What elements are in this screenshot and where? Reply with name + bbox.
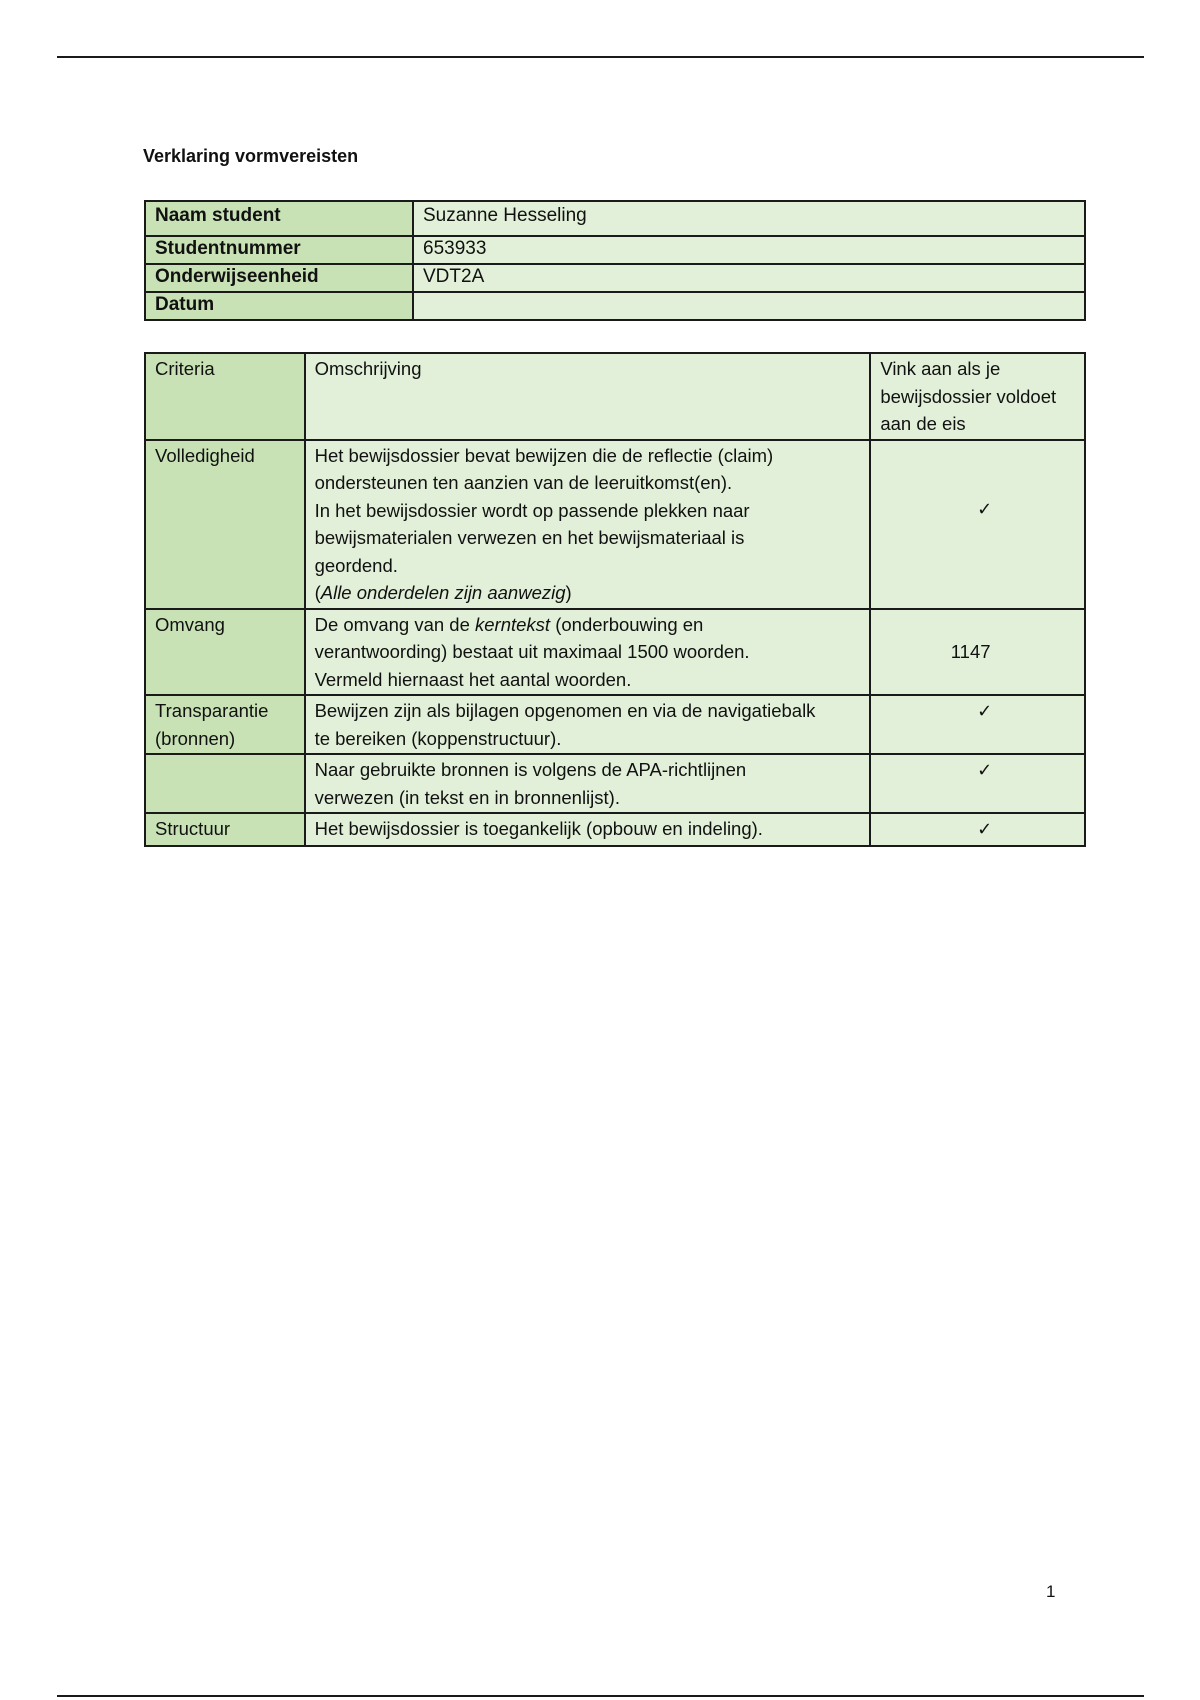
description-line — [315, 611, 861, 639]
description-line: Naar gebruikte bronnen is volgens de APA-richtlijnen — [314, 759, 747, 780]
checkmark-icon: ✓ — [977, 760, 993, 781]
date-value — [413, 292, 1085, 320]
document-title: Verklaring vormvereisten — [143, 146, 359, 166]
criterion-line: (bronnen) — [155, 727, 236, 749]
note-italic: Alle onderdelen zijn aanwezig — [320, 582, 566, 603]
criteria-table — [144, 352, 1086, 847]
check-cell-transparency — [870, 695, 1085, 754]
description-completeness — [305, 440, 871, 609]
header-rule — [57, 56, 1144, 58]
description-line: verwezen (in tekst en in bronnenlijst). — [314, 786, 620, 808]
footer-rule — [57, 1695, 1144, 1697]
description-scope — [305, 609, 871, 696]
description-structure — [305, 813, 871, 846]
criterion-scope: Omvang — [145, 609, 305, 696]
check-cell-sources — [870, 754, 1085, 813]
description-text: De omvang van de — [314, 613, 476, 635]
student-number-label: Studentnummer — [145, 236, 413, 264]
word-count-value: 1147 — [950, 640, 991, 662]
criterion-completeness: Volledigheid — [145, 440, 305, 609]
criterion-line: Transparantie — [155, 700, 269, 721]
criterion-structure: Structuur — [145, 813, 305, 846]
criterion-transparency — [145, 695, 305, 754]
criteria-header-row — [145, 353, 1085, 440]
table-row — [145, 754, 1085, 813]
description-line: geordend. — [314, 554, 398, 576]
description-line: Vermeld hiernaast het aantal woorden. — [314, 668, 632, 690]
description-header: Omschrijving — [305, 353, 871, 440]
description-line: ondersteunen ten aanzien van de leeruitkomst(en). — [314, 472, 733, 493]
description-line: In het bewijsdossier wordt op passende plekken naar — [314, 499, 750, 521]
education-unit-value: VDT2A — [413, 264, 1085, 292]
description-line: verantwoording) bestaat uit maximaal 1500 woorden. — [314, 641, 750, 662]
table-row — [145, 264, 1085, 292]
table-row — [145, 813, 1085, 846]
description-note — [315, 579, 861, 607]
student-number-value: 653933 — [413, 236, 1085, 264]
table-row — [145, 440, 1085, 609]
criterion-sources — [145, 754, 305, 813]
description-italic: kerntekst — [475, 613, 551, 635]
description-line: Het bewijsdossier bevat bewijzen die de reflectie (claim) — [314, 444, 774, 466]
description-line: te bereiken (koppenstructuur). — [314, 727, 562, 749]
table-row — [145, 292, 1085, 320]
check-cell-scope — [870, 609, 1085, 696]
education-unit-label: Onderwijseenheid — [145, 264, 413, 292]
description-text: (onderbouwing en — [550, 613, 704, 635]
description-line: bewijsmaterialen verwezen en het bewijsmateriaal is — [314, 527, 745, 548]
description-sources — [305, 754, 871, 813]
table-row — [145, 695, 1085, 754]
student-info-table — [144, 200, 1086, 321]
checkmark-icon: ✓ — [977, 498, 993, 520]
table-row — [145, 201, 1085, 236]
note-open: ( — [314, 582, 321, 603]
criteria-header: Criteria — [145, 353, 305, 440]
note-close: ) — [565, 582, 572, 603]
description-line: Bewijzen zijn als bijlagen opgenomen en via de navigatiebalk — [314, 700, 816, 721]
description-transparency — [305, 695, 871, 754]
checkmark-icon: ✓ — [977, 819, 993, 840]
date-label: Datum — [145, 292, 413, 320]
check-cell-structure — [870, 813, 1085, 846]
check-header: Vink aan als je bewijsdossier voldoet aan de eis — [870, 353, 1085, 440]
table-row — [145, 609, 1085, 696]
check-cell-completeness — [870, 440, 1085, 609]
page-number: 1 — [1046, 1582, 1056, 1601]
student-name-value: Suzanne Hesseling — [413, 201, 1085, 236]
table-row — [145, 236, 1085, 264]
description-line: Het bewijsdossier is toegankelijk (opbouw en indeling). — [314, 818, 763, 839]
checkmark-icon: ✓ — [977, 701, 993, 722]
student-name-label: Naam student — [145, 201, 413, 236]
